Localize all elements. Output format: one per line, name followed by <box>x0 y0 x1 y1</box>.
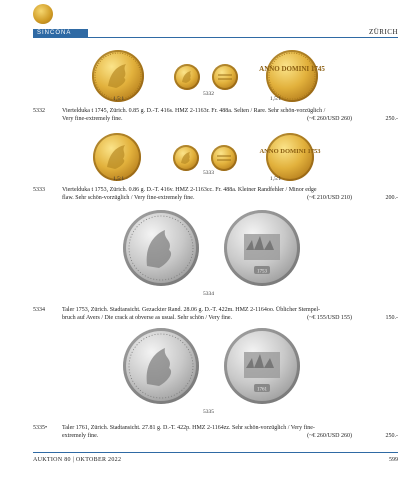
scale-label: 1,5:1 <box>113 96 125 102</box>
lot-number: 5333 <box>33 187 45 193</box>
lot-description-cont: flaw. Sehr schön-vorzüglich / Very fine-extremely fine. <box>62 195 195 201</box>
lot-estimate: (~€ 210/USD 210) <box>307 195 352 201</box>
lot-description-cont: extremely fine. <box>62 433 99 439</box>
lot-description-cont: Very fine-extremely fine. <box>62 116 123 122</box>
lot-estimate: (~€ 155/USD 155) <box>307 315 352 321</box>
page-number: 599 <box>389 457 398 463</box>
lot-price: 250.- <box>385 116 398 122</box>
lot-estimate: (~€ 260/USD 260) <box>307 433 352 439</box>
lot-number: 5334 <box>33 307 45 313</box>
page-header <box>0 0 418 40</box>
scale-label: 1,5:1 <box>113 176 125 182</box>
lot-number: 5332 <box>33 108 45 114</box>
photo-lot-label: 5335 <box>203 409 214 415</box>
taler-5335-obverse <box>123 328 199 404</box>
lot-description: Taler 1761, Zürich. Stadtansicht. 27.81 g. D.-T. 422p. HMZ 2-1164zz. Sehr schön-vorzüglich / Very fine- <box>62 425 315 431</box>
footer-rule <box>33 452 398 453</box>
lot-description-cont: bruch auf Avers / Die crack at obverse as usual. Sehr schön / Very fine. <box>62 315 233 321</box>
lot-price: 150.- <box>385 315 398 321</box>
lot-description: Viertelduka t 1745, Zürich. 0.85 g. D.-T. 416s. HMZ 2-1163r. Fr. 488a. Selten / Rare. Sehr schön-vorzüglich / <box>62 108 326 114</box>
coin-legend-text: ANNO DOMINI 1745 <box>259 65 325 73</box>
lot-description: Taler 1753, Zürich. Stadtansicht. Gezackter Rand. 28.06 g. D.-T. 422m. HMZ 2-1164oo. Üblicher Stempel- <box>62 307 321 313</box>
coin-5333-reverse-small <box>211 145 237 171</box>
coin-legend-text: ANNO DOMINI 1753 <box>259 148 321 155</box>
coin-5332-reverse-small <box>212 64 238 90</box>
coin-5333-obverse-small <box>173 145 199 171</box>
coin-5333-reverse-large <box>259 133 321 181</box>
taler-5335-reverse <box>224 328 300 404</box>
footer-auction: AUKTION 80 | OKTOBER 2022 <box>33 457 122 463</box>
photo-lot-label: 5334 <box>203 291 214 297</box>
section-title: ZÜRICH <box>368 28 398 36</box>
lot-description: Viertelduka t 1753, Zürich. 0.86 g. D.-T. 416v. HMZ 2-1163cc. Fr. 488a. Kleiner Randfehler / Minor edge <box>62 187 317 193</box>
photo-lot-label: 5332 <box>203 91 214 97</box>
coin-5332-obverse-small <box>174 64 200 90</box>
scale-label: 1,5:1 <box>270 176 282 182</box>
lot-price: 200.- <box>385 195 398 201</box>
photo-lot-label: 5333 <box>203 170 214 176</box>
lot-number: 5335• <box>33 425 48 431</box>
brand-logo-coin <box>33 4 53 24</box>
lot-estimate: (~€ 260/USD 260) <box>307 116 352 122</box>
coin-date: 1761 <box>257 387 267 393</box>
taler-5334-reverse <box>224 210 300 286</box>
coin-5333-obverse-large <box>93 133 141 181</box>
scale-label: 1,5:1 <box>270 96 282 102</box>
taler-5334-obverse <box>123 210 199 286</box>
coin-5332-reverse-large <box>259 50 325 102</box>
lot-price: 250.- <box>385 433 398 439</box>
coin-date: 1753 <box>257 269 267 275</box>
coin-5332-obverse-large <box>92 50 144 102</box>
brand-label: SINCONA <box>33 29 88 38</box>
header-rule <box>88 37 398 38</box>
